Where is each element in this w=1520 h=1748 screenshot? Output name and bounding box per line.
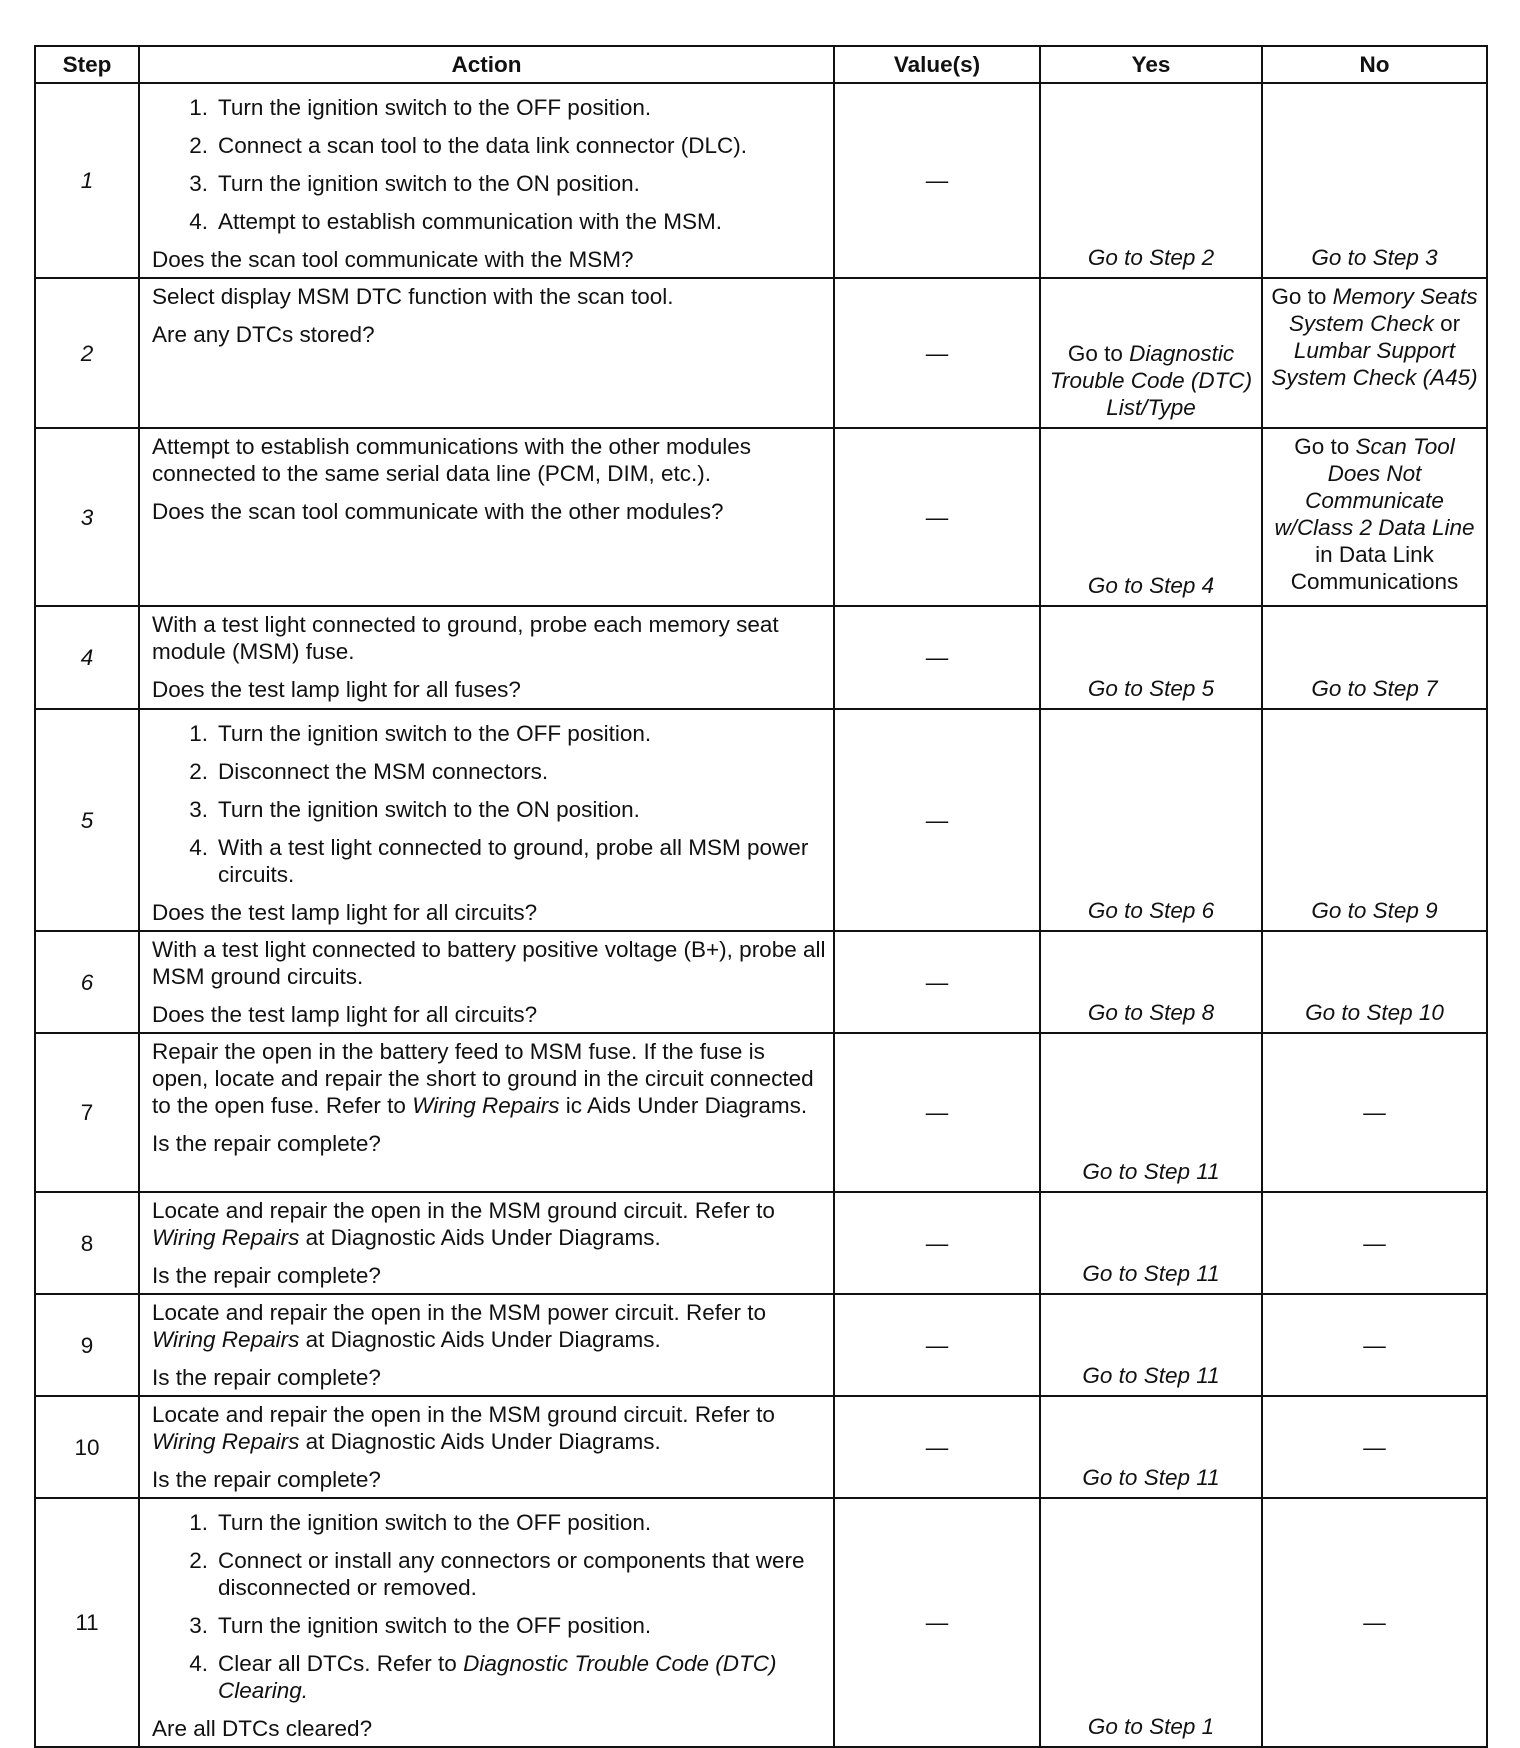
list-item: 4. Attempt to establish communication with the MSM.: [189, 209, 722, 234]
table-row: [35, 278, 1487, 428]
no-link[interactable]: Go to Step 9: [1311, 898, 1438, 923]
yes-link[interactable]: Go to Step 5: [1087, 676, 1215, 701]
no-link[interactable]: Go to Step 3: [1311, 245, 1438, 270]
no-link-alt[interactable]: Lumbar Support System Check (A45): [1271, 338, 1478, 390]
value-cell: —: [834, 1294, 1040, 1396]
table-row: [35, 83, 1487, 278]
action-text: With a test light connected to ground, probe each memory seat module (MSM) fuse.: [152, 612, 779, 664]
action-cell: [139, 931, 834, 1033]
action-question: Is the repair complete?: [152, 1365, 381, 1390]
yes-cell: [1040, 1498, 1262, 1747]
action-question: Does the scan tool communicate with the MSM?: [152, 247, 634, 272]
action-cell: [139, 709, 834, 931]
list-item: 1. Turn the ignition switch to the OFF position.: [189, 721, 652, 746]
list-item: 2. Connect or install any connectors or components that were disconnected or removed.: [189, 1548, 805, 1600]
no-cell: —: [1262, 1033, 1487, 1192]
action-list: [152, 720, 827, 888]
list-item: 2. Connect a scan tool to the data link connector (DLC).: [189, 133, 748, 158]
header-yes: Yes: [1040, 46, 1262, 83]
action-question: Does the test lamp light for all circuits?: [152, 900, 538, 925]
action-text: Locate and repair the open in the MSM power circuit. Refer to Wiring Repairs at Diagnostic Aids Under Diagrams.: [152, 1300, 767, 1352]
header-row: [35, 46, 1487, 83]
no-link[interactable]: Scan Tool Does Not Communicate w/Class 2 Data Line: [1274, 434, 1475, 540]
no-cell: Go to Memory Seats System Check or Lumbar Support System Check (A45): [1262, 278, 1487, 428]
action-cell: [139, 1033, 834, 1192]
value-cell: —: [834, 278, 1040, 428]
list-item: 2. Disconnect the MSM connectors.: [189, 759, 549, 784]
step-number: 11: [35, 1498, 139, 1747]
step-number: 8: [35, 1192, 139, 1294]
action-text: With a test light connected to battery positive voltage (B+), probe all MSM ground circuits.: [152, 937, 826, 989]
header-step: Step: [35, 46, 139, 83]
list-item: 1. Turn the ignition switch to the OFF position.: [189, 1510, 652, 1535]
yes-link[interactable]: Diagnostic Trouble Code (DTC) List/Type: [1049, 341, 1253, 420]
step-number: 3: [35, 428, 139, 606]
action-question: Is the repair complete?: [152, 1263, 381, 1288]
yes-cell: [1040, 606, 1262, 709]
no-cell: [1262, 83, 1487, 278]
action-cell: [139, 1294, 834, 1396]
action-cell: [139, 428, 834, 606]
no-link[interactable]: Go to Step 10: [1305, 1000, 1444, 1025]
value-cell: —: [834, 931, 1040, 1033]
action-text: Locate and repair the open in the MSM ground circuit. Refer to Wiring Repairs at Diagnostic Aids Under Diagrams.: [152, 1402, 775, 1454]
action-cell: [139, 278, 834, 428]
table-row: [35, 606, 1487, 709]
yes-cell: [1040, 1192, 1262, 1294]
table-row: [35, 1498, 1487, 1747]
step-number: 7: [35, 1033, 139, 1192]
table-row: [35, 709, 1487, 931]
table-row: [35, 1396, 1487, 1498]
action-question: Are any DTCs stored?: [152, 322, 375, 347]
yes-cell: Go to Diagnostic Trouble Code (DTC) List/Type: [1040, 278, 1262, 428]
action-list: [152, 94, 827, 235]
header-action: Action: [139, 46, 834, 83]
wiring-repairs-ref[interactable]: Wiring Repairs: [412, 1093, 560, 1118]
step-number: 10: [35, 1396, 139, 1498]
no-cell: [1262, 606, 1487, 709]
table-row: [35, 1033, 1487, 1192]
yes-link[interactable]: Go to Step 8: [1087, 1000, 1215, 1025]
yes-cell: [1040, 709, 1262, 931]
step-number: 6: [35, 931, 139, 1033]
action-text: Attempt to establish communications with the other modules connected to the same serial data line (PCM, DIM, etc.).: [152, 434, 752, 486]
action-question: Does the test lamp light for all circuits?: [152, 1002, 538, 1027]
step-number: 9: [35, 1294, 139, 1396]
no-cell: Go to Scan Tool Does Not Communicate w/Class 2 Data Line in Data Link Communications: [1262, 428, 1487, 606]
no-cell: [1262, 931, 1487, 1033]
action-cell: [139, 1396, 834, 1498]
value-cell: —: [834, 606, 1040, 709]
no-cell: —: [1262, 1498, 1487, 1747]
no-cell: —: [1262, 1396, 1487, 1498]
value-cell: —: [834, 83, 1040, 278]
action-list: [152, 1509, 827, 1704]
action-text: Locate and repair the open in the MSM ground circuit. Refer to Wiring Repairs at Diagnostic Aids Under Diagrams.: [152, 1198, 775, 1250]
yes-cell: [1040, 1033, 1262, 1192]
header-values: Value(s): [834, 46, 1040, 83]
action-text: Repair the open in the battery feed to MSM fuse. If the fuse is open, locate and repair the short to ground in the circuit connected to the open fuse. Refer to Wiring Repairs ic Aids Under Diagrams.: [152, 1039, 814, 1118]
list-item: 3. Turn the ignition switch to the OFF position.: [189, 1613, 652, 1638]
no-cell: [1262, 709, 1487, 931]
action-cell: [139, 83, 834, 278]
action-cell: [139, 606, 834, 709]
yes-cell: [1040, 83, 1262, 278]
action-cell: [139, 1498, 834, 1747]
list-item: 4. With a test light connected to ground, probe all MSM power circuits.: [189, 835, 809, 887]
list-item: 4. Clear all DTCs. Refer to Diagnostic Trouble Code (DTC) Clearing.: [189, 1651, 777, 1703]
table-row: [35, 931, 1487, 1033]
yes-link[interactable]: Go to Step 1: [1087, 1714, 1215, 1739]
list-item: 3. Turn the ignition switch to the ON position.: [189, 171, 640, 196]
yes-link[interactable]: Go to Step 11: [1082, 1261, 1220, 1286]
action-question: Is the repair complete?: [152, 1131, 381, 1156]
yes-link[interactable]: Go to Step 2: [1087, 245, 1215, 270]
value-cell: —: [834, 1192, 1040, 1294]
yes-cell: [1040, 1396, 1262, 1498]
wiring-repairs-ref[interactable]: Wiring Repairs: [152, 1225, 300, 1250]
table-row: [35, 1294, 1487, 1396]
action-question: Does the scan tool communicate with the other modules?: [152, 499, 724, 524]
table-row: [35, 1192, 1487, 1294]
header-no: No: [1262, 46, 1487, 83]
value-cell: —: [834, 1033, 1040, 1192]
step-number: 1: [35, 83, 139, 278]
list-item: 1. Turn the ignition switch to the OFF position.: [189, 95, 652, 120]
value-cell: —: [834, 709, 1040, 931]
wiring-repairs-ref[interactable]: Wiring Repairs: [152, 1327, 300, 1352]
step-number: 4: [35, 606, 139, 709]
action-question: Is the repair complete?: [152, 1467, 381, 1492]
no-cell: —: [1262, 1294, 1487, 1396]
yes-link[interactable]: Go to Step 11: [1082, 1465, 1220, 1490]
no-cell: —: [1262, 1192, 1487, 1294]
table-row: [35, 428, 1487, 606]
no-link[interactable]: Memory Seats System Check: [1288, 284, 1478, 336]
diagnostic-procedure-table: [34, 45, 1488, 1748]
value-cell: —: [834, 1396, 1040, 1498]
action-cell: [139, 1192, 834, 1294]
yes-cell: [1040, 1294, 1262, 1396]
yes-link[interactable]: Go to Step 11: [1082, 1159, 1220, 1184]
dtc-clearing-ref[interactable]: Diagnostic Trouble Code (DTC) Clearing.: [218, 1651, 777, 1703]
step-number: 2: [35, 278, 139, 428]
action-text: Select display MSM DTC function with the scan tool.: [152, 284, 674, 309]
no-link[interactable]: Go to Step 7: [1311, 676, 1438, 701]
yes-link[interactable]: Go to Step 11: [1082, 1363, 1220, 1388]
value-cell: —: [834, 1498, 1040, 1747]
step-number: 5: [35, 709, 139, 931]
yes-link[interactable]: Go to Step 6: [1087, 898, 1215, 923]
list-item: 3. Turn the ignition switch to the ON position.: [189, 797, 640, 822]
yes-cell: [1040, 428, 1262, 606]
yes-link[interactable]: Go to Step 4: [1087, 573, 1215, 598]
value-cell: —: [834, 428, 1040, 606]
action-question: Does the test lamp light for all fuses?: [152, 677, 521, 702]
wiring-repairs-ref[interactable]: Wiring Repairs: [152, 1429, 300, 1454]
action-question: Are all DTCs cleared?: [152, 1716, 373, 1741]
yes-cell: [1040, 931, 1262, 1033]
